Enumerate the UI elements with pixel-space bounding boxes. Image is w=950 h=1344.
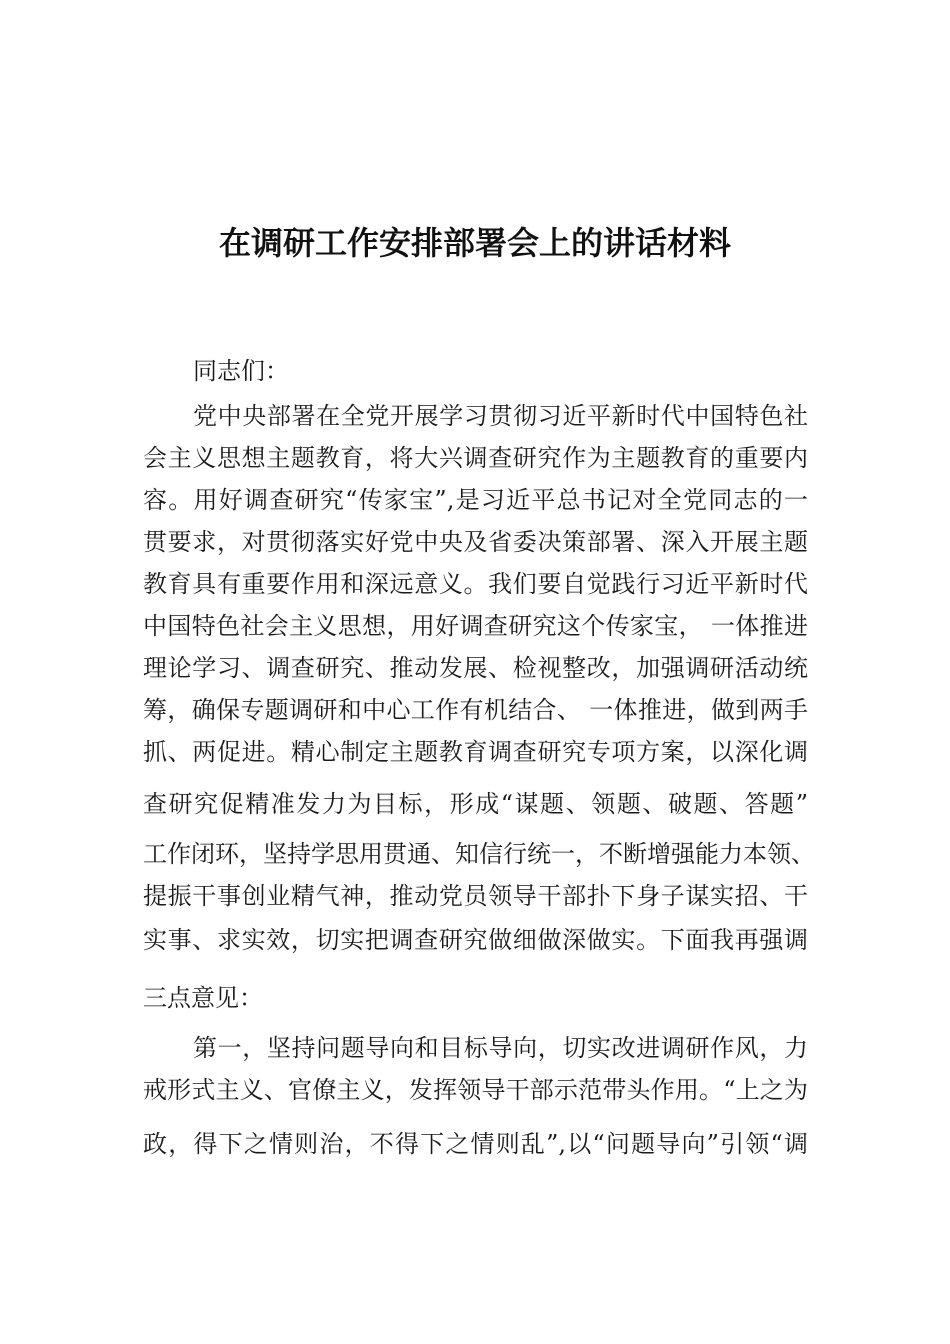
paragraph-line: 政，得下之情则治，不得下之情则乱”,以“问题导向”引领“调 (143, 1130, 808, 1158)
salutation: 同志们： (193, 357, 289, 385)
paragraph-line: 教育具有重要作用和深远意义。我们要自觉践行习近平新时代 (143, 570, 808, 598)
paragraph-line: 筹，确保专题调研和中心工作有机结合、 一体推进，做到两手 (143, 696, 808, 724)
paragraph-line: 中国特色社会主义思想，用好调查研究这个传家宝， 一体推进 (143, 612, 808, 640)
paragraph-line: 容。用好调查研究“传家宝”,是习近平总书记对全党同志的一 (143, 486, 808, 514)
paragraph-line: 提振干事创业精气神，推动党员领导干部扑下身子谋实招、干 (143, 882, 808, 910)
paragraph-line: 工作闭环，坚持学思用贯通、知信行统一，不断增强能力本领、 (143, 840, 815, 868)
paragraph-line: 贯要求，对贯彻落实好党中央及省委决策部署、深入开展主题 (143, 528, 808, 556)
paragraph-line: 党中央部署在全党开展学习贯彻习近平新时代中国特色社 (193, 402, 808, 430)
paragraph-line: 抓、两促进。精心制定主题教育调查研究专项方案，以深化调 (143, 738, 808, 766)
paragraph-line: 第一，坚持问题导向和目标导向，切实改进调研作风，力 (193, 1034, 808, 1062)
paragraph-line: 戒形式主义、官僚主义，发挥领导干部示范带头作用。“上之为 (143, 1076, 808, 1104)
paragraph-line: 三点意见： (143, 984, 263, 1012)
paragraph-line: 会主义思想主题教育，将大兴调查研究作为主题教育的重要内 (143, 444, 808, 472)
paragraph-line: 查研究促精准发力为目标，形成“谋题、领题、破题、答题” (143, 790, 808, 818)
document-title: 在调研工作安排部署会上的讲话材料 (218, 224, 731, 262)
paragraph-line: 实事、求实效，切实把调查研究做细做深做实。下面我再强调 (143, 926, 808, 954)
paragraph-line: 理论学习、调查研究、推动发展、检视整改，加强调研活动统 (143, 654, 808, 682)
